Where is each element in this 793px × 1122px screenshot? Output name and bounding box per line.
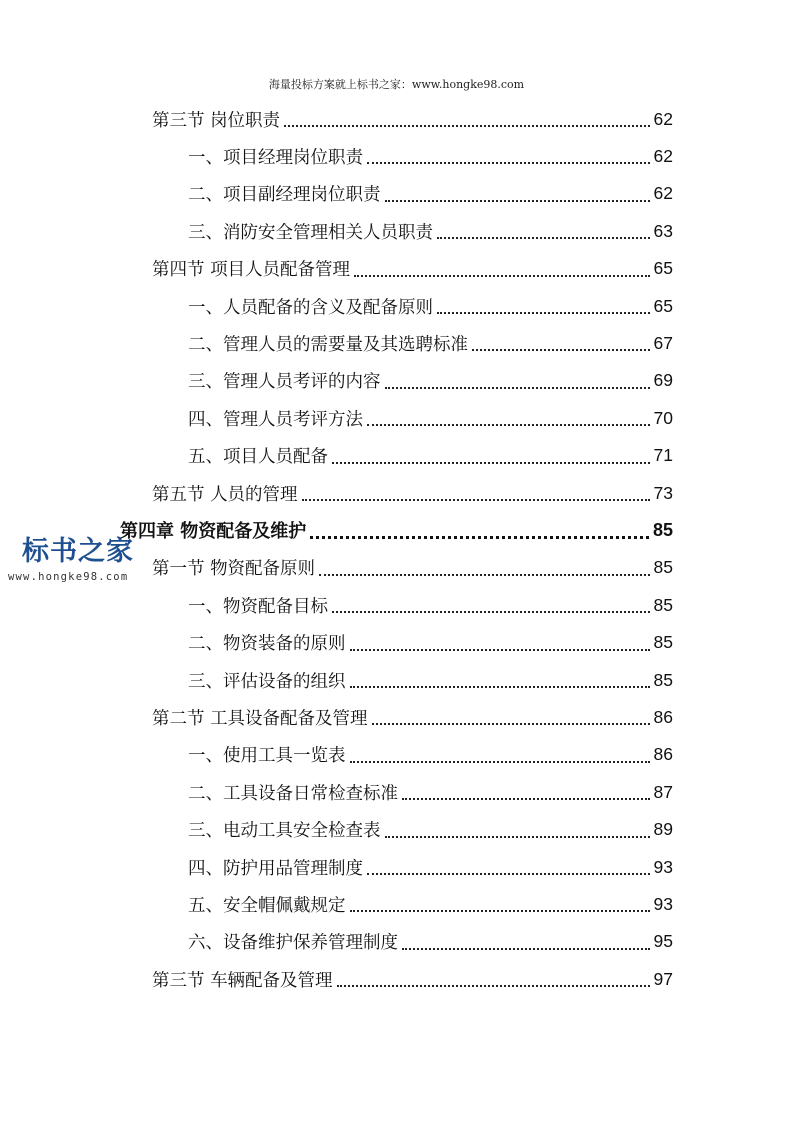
toc-subsection-entry[interactable] xyxy=(188,176,673,212)
toc-page-number: 85 xyxy=(653,594,673,615)
toc-entry-label: 五、项目人员配备 xyxy=(188,447,328,468)
toc-page-number: 85 xyxy=(653,557,673,578)
toc-entry-label: 第一节 物资配备原则 xyxy=(152,559,316,580)
toc-dot-leader xyxy=(332,461,650,464)
page-header: 海量投标方案就上标书之家：www.hongke98.com xyxy=(268,78,525,91)
toc-page-number: 73 xyxy=(653,482,673,503)
toc-subsection-entry[interactable] xyxy=(188,924,673,960)
toc-dot-leader xyxy=(354,274,649,277)
toc-subsection-entry[interactable] xyxy=(188,138,673,174)
toc-page-number: 93 xyxy=(653,856,673,877)
toc-subsection-entry[interactable] xyxy=(188,737,673,773)
toc-page-number: 89 xyxy=(653,819,673,840)
toc-entry-label: 一、项目经理岗位职责 xyxy=(188,147,363,168)
toc-subsection-entry[interactable] xyxy=(188,325,673,361)
toc-entry-label: 第二节 工具设备配备及管理 xyxy=(152,708,368,729)
toc-section-entry[interactable] xyxy=(152,251,673,287)
toc-dot-leader xyxy=(437,236,650,239)
toc-page-number: 67 xyxy=(653,332,673,353)
toc-entry-label: 第五节 人员的管理 xyxy=(152,484,298,505)
toc-subsection-entry[interactable] xyxy=(188,812,673,848)
toc-entry-label: 三、管理人员考评的内容 xyxy=(188,372,381,393)
toc-dot-leader xyxy=(337,984,650,987)
toc-page-number: 62 xyxy=(653,183,673,204)
toc-entry-label: 五、安全帽佩戴规定 xyxy=(188,895,346,916)
toc-page-number: 86 xyxy=(653,706,673,727)
toc-dot-leader xyxy=(332,610,650,613)
toc-subsection-entry[interactable] xyxy=(188,363,673,399)
toc-subsection-entry[interactable] xyxy=(188,288,673,324)
toc-dot-leader xyxy=(367,872,650,875)
toc-subsection-entry[interactable] xyxy=(188,662,673,698)
toc-dot-leader xyxy=(350,760,650,763)
toc-section-entry[interactable] xyxy=(152,699,673,735)
toc-entry-label: 四、管理人员考评方法 xyxy=(188,409,363,430)
toc-dot-leader xyxy=(350,648,650,651)
toc-entry-label: 第四章 物资配备及维护 xyxy=(120,521,307,543)
toc-section-entry[interactable] xyxy=(152,961,673,997)
toc-entry-label: 一、人员配备的含义及配备原则 xyxy=(188,297,433,318)
toc-page-number: 85 xyxy=(652,519,673,540)
toc-subsection-entry[interactable] xyxy=(188,886,673,922)
toc-subsection-entry[interactable] xyxy=(188,849,673,885)
toc-dot-leader xyxy=(372,722,650,725)
toc-page-number: 85 xyxy=(653,669,673,690)
toc-entry-label: 四、防护用品管理制度 xyxy=(188,858,363,879)
toc-chapter-entry[interactable] xyxy=(120,512,673,548)
toc-entry-label: 三、电动工具安全检查表 xyxy=(188,821,381,842)
toc-page-number: 62 xyxy=(653,108,673,129)
toc-page-number: 62 xyxy=(653,145,673,166)
toc-page-number: 71 xyxy=(653,445,673,466)
toc-subsection-entry[interactable] xyxy=(188,400,673,436)
toc-dot-leader xyxy=(350,909,650,912)
toc-section-entry[interactable] xyxy=(152,475,673,511)
toc-section-entry[interactable] xyxy=(152,101,673,137)
toc-entry-label: 二、项目副经理岗位职责 xyxy=(188,185,381,206)
toc-entry-label: 二、工具设备日常检查标准 xyxy=(188,783,398,804)
toc-entry-label: 第三节 车辆配备及管理 xyxy=(152,970,333,991)
toc-page-number: 93 xyxy=(653,893,673,914)
toc-dot-leader xyxy=(319,573,649,576)
toc-page-number: 65 xyxy=(653,295,673,316)
toc-page-number: 85 xyxy=(653,632,673,653)
toc-section-entry[interactable] xyxy=(152,550,673,586)
toc-subsection-entry[interactable] xyxy=(188,774,673,810)
toc-dot-leader xyxy=(310,535,649,539)
watermark-logo-text: 标书之家 xyxy=(22,536,134,567)
toc-dot-leader xyxy=(402,947,650,950)
toc-dot-leader xyxy=(302,498,650,501)
toc-subsection-entry[interactable] xyxy=(188,587,673,623)
toc-page-number: 70 xyxy=(653,407,673,428)
toc-page-number: 69 xyxy=(653,370,673,391)
toc-dot-leader xyxy=(472,348,650,351)
toc-dot-leader xyxy=(367,423,650,426)
toc-entry-label: 第三节 岗位职责 xyxy=(152,110,281,131)
toc-dot-leader xyxy=(402,797,650,800)
toc-entry-label: 二、物资装备的原则 xyxy=(188,634,346,655)
toc-entry-label: 三、消防安全管理相关人员职责 xyxy=(188,222,433,243)
toc-dot-leader xyxy=(350,685,650,688)
toc-entry-label: 三、评估设备的组织 xyxy=(188,671,346,692)
toc-page-number: 65 xyxy=(653,258,673,279)
toc-entry-label: 第四节 项目人员配备管理 xyxy=(152,260,351,281)
watermark-url: www.hongke98.com xyxy=(8,571,129,583)
toc-subsection-entry[interactable] xyxy=(188,625,673,661)
toc-dot-leader xyxy=(367,161,650,164)
toc-page-number: 86 xyxy=(653,744,673,765)
toc-dot-leader xyxy=(385,835,650,838)
toc-dot-leader xyxy=(385,386,650,389)
toc-entry-label: 一、物资配备目标 xyxy=(188,596,328,617)
toc-entry-label: 二、管理人员的需要量及其选聘标准 xyxy=(188,334,468,355)
toc-dot-leader xyxy=(385,199,650,202)
toc-dot-leader xyxy=(437,311,650,314)
toc-entry-label: 一、使用工具一览表 xyxy=(188,746,346,767)
toc-dot-leader xyxy=(284,124,649,127)
toc-page-number: 95 xyxy=(653,931,673,952)
toc-page-number: 87 xyxy=(653,781,673,802)
toc-page-number: 63 xyxy=(653,220,673,241)
toc-page-number: 97 xyxy=(653,968,673,989)
toc-entry-label: 六、设备维护保养管理制度 xyxy=(188,933,398,954)
toc-subsection-entry[interactable] xyxy=(188,213,673,249)
toc-subsection-entry[interactable] xyxy=(188,438,673,474)
